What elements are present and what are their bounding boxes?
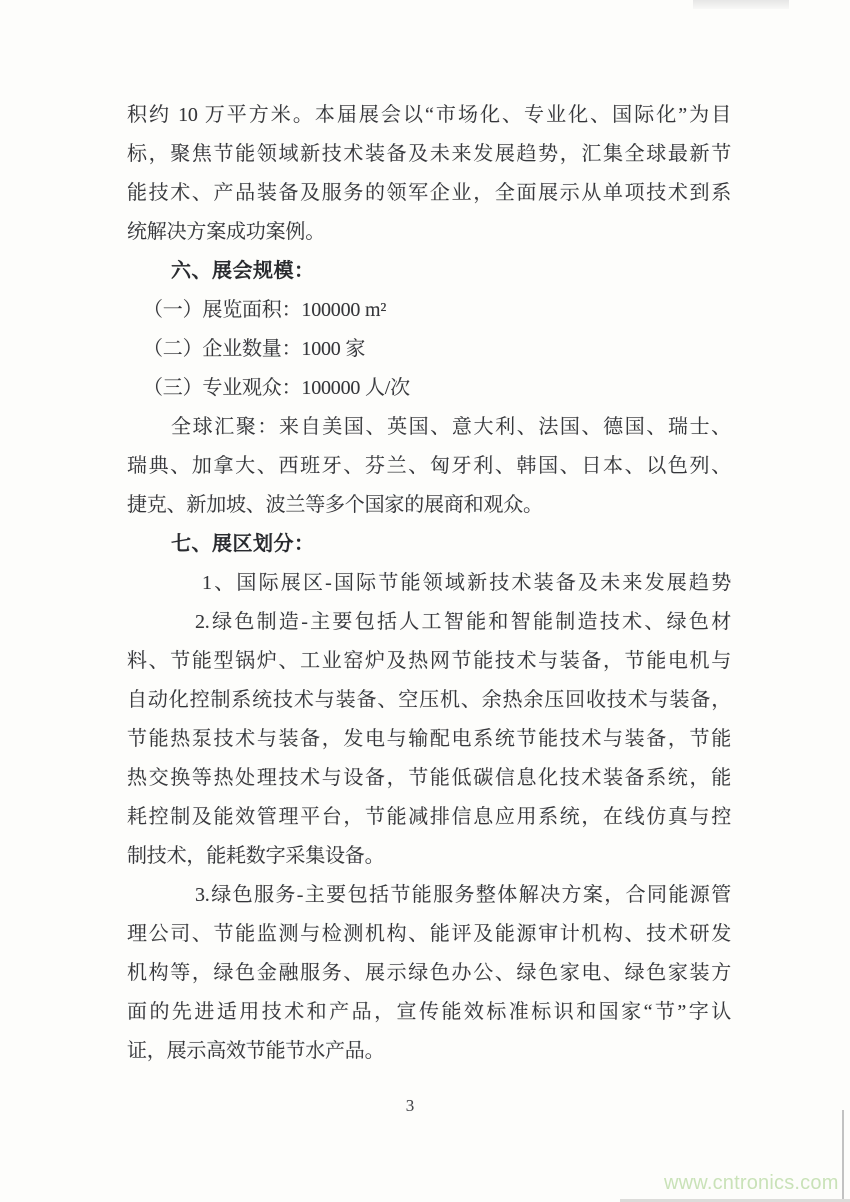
exhibition-area-item: （一）展览面积：100000 m² <box>143 299 387 321</box>
document-line: 节能热泵技术与装备，发电与输配电系统节能技术与装备，节能 <box>127 728 731 750</box>
zone-international-line: 1、国际展区-国际节能领域新技术装备及未来发展趋势 <box>202 572 731 594</box>
document-line: 证，展示高效节能节水产品。 <box>127 1040 385 1062</box>
document-line: 面的先进适用技术和产品，宣传能效标准标识和国家“节”字认 <box>127 1001 731 1023</box>
document-line: 自动化控制系统技术与装备、空压机、余热余压回收技术与装备， <box>127 689 731 711</box>
zone-green-service-line: 3.绿色服务-主要包括节能服务整体解决方案，合同能源管 <box>195 884 731 906</box>
zone-green-manufacturing-line: 2.绿色制造-主要包括人工智能和智能制造技术、绿色材 <box>195 611 731 633</box>
document-line: 捷克、新加坡、波兰等多个国家的展商和观众。 <box>127 494 543 516</box>
document-line: 标，聚焦节能领域新技术装备及未来发展趋势，汇集全球最新节 <box>127 143 731 165</box>
section-seven-heading: 七、展区划分： <box>171 533 315 555</box>
visitor-count-item: （三）专业观众：100000 人/次 <box>143 377 410 399</box>
document-line: 耗控制及能效管理平台，节能减排信息应用系统，在线仿真与控 <box>127 806 731 828</box>
document-line: 统解决方案成功案例。 <box>127 221 325 243</box>
document-line: 机构等，绿色金融服务、展示绿色办公、绿色家电、绿色家装方 <box>127 962 731 984</box>
scan-artifact-top-smudge <box>693 0 789 9</box>
watermark-text: www.cntronics.com <box>664 1172 839 1194</box>
document-line: 料、节能型锅炉、工业窑炉及热网节能技术与装备，节能电机与 <box>127 650 731 672</box>
document-line: 瑞典、加拿大、西班牙、芬兰、匈牙利、韩国、日本、以色列、 <box>127 455 731 477</box>
section-six-heading: 六、展会规模： <box>171 260 315 282</box>
document-line: 全球汇聚：来自美国、英国、意大利、法国、德国、瑞士、 <box>171 416 731 438</box>
enterprise-count-item: （二）企业数量：1000 家 <box>143 338 366 360</box>
scan-artifact-vertical-line <box>842 1110 844 1202</box>
document-line: 能技术、产品装备及服务的领军企业，全面展示从单项技术到系 <box>127 182 731 204</box>
page-number: 3 <box>405 1096 415 1115</box>
document-line: 理公司、节能监测与检测机构、能评及能源审计机构、技术研发 <box>127 923 731 945</box>
document-line: 热交换等热处理技术与设备，节能低碳信息化技术装备系统，能 <box>127 767 731 789</box>
document-line: 制技术，能耗数字采集设备。 <box>127 845 385 867</box>
document-line: 积约 10 万平方米。本届展会以“市场化、专业化、国际化”为目 <box>127 104 731 126</box>
document-body <box>127 96 731 1071</box>
